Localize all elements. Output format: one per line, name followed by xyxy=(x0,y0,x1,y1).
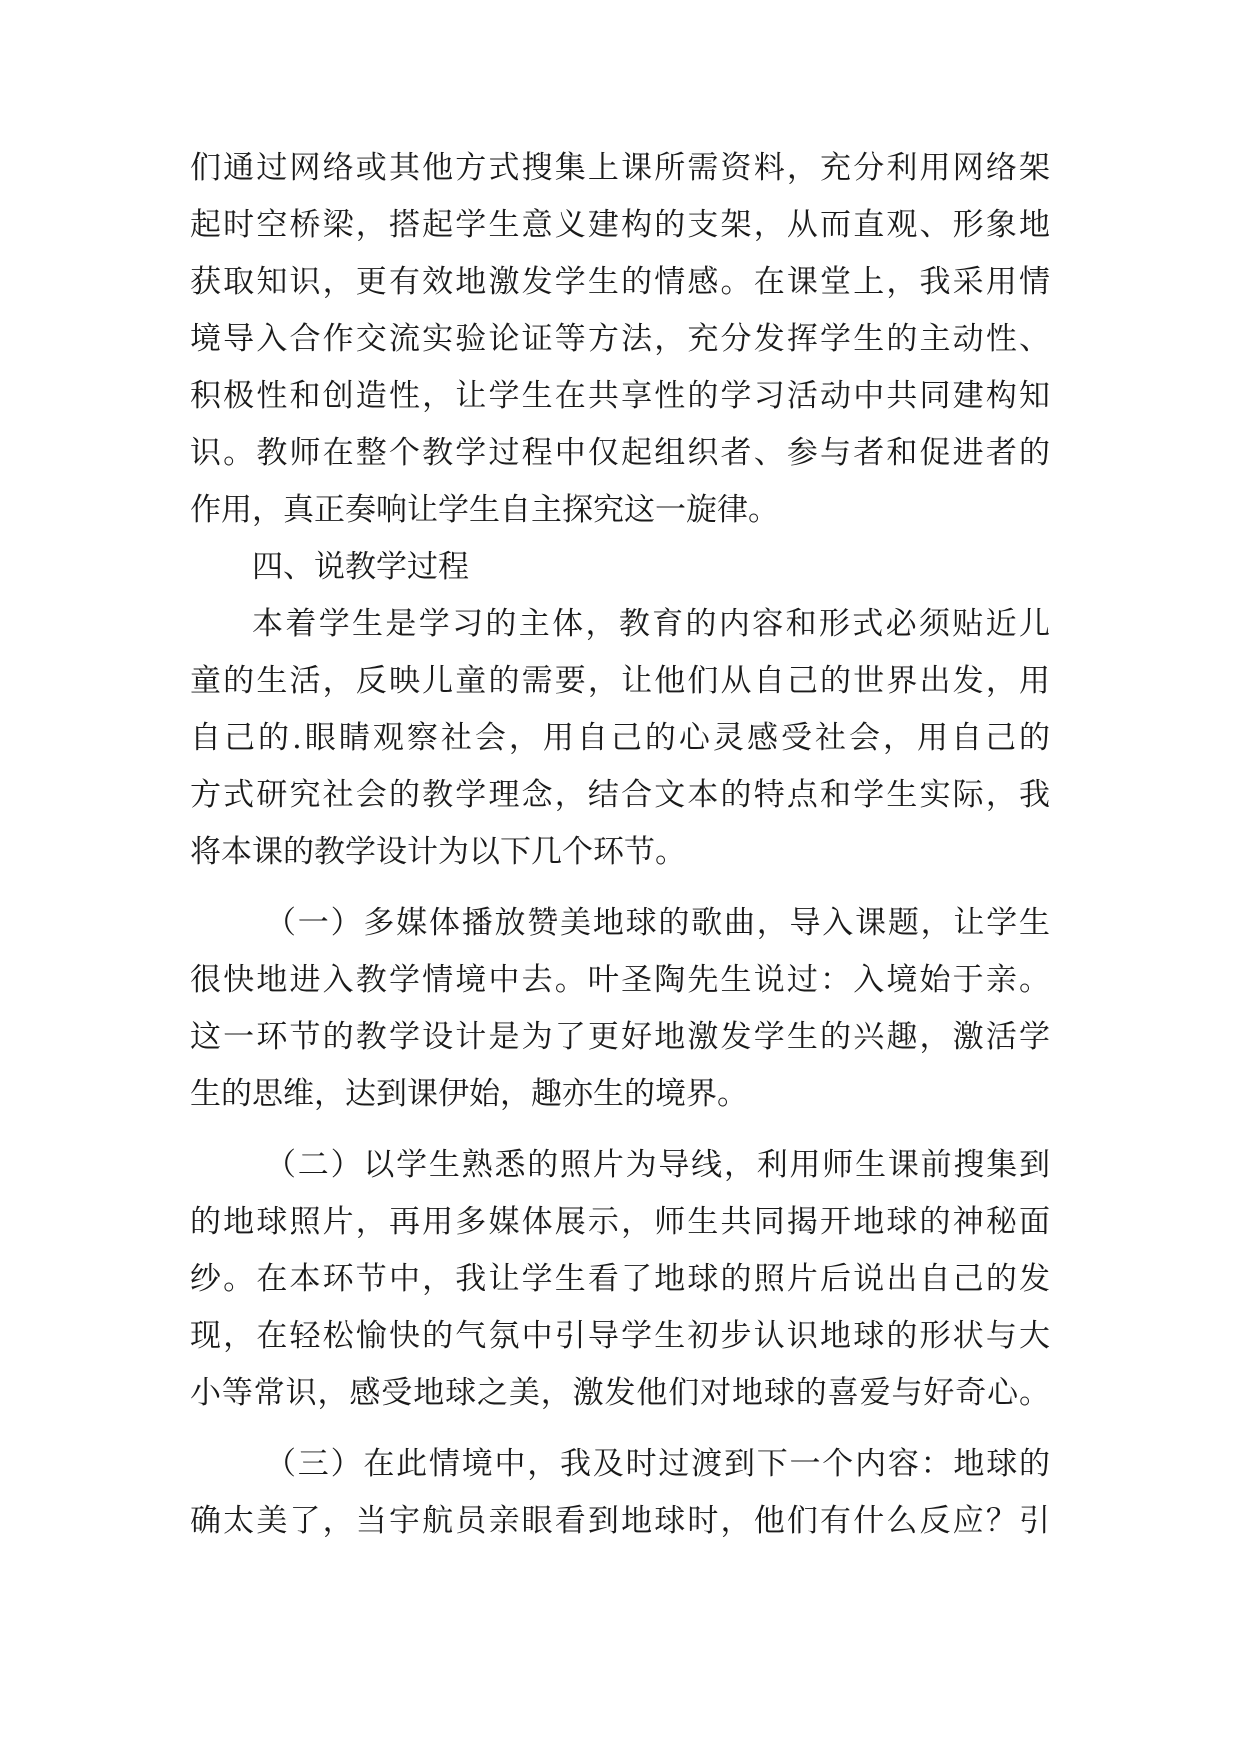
text-line: 小等常识，感受地球之美，激发他们对地球的喜爱与好奇心。 xyxy=(190,1375,1050,1411)
text-line: 生的思维，达到课伊始，趣亦生的境界。 xyxy=(190,1076,748,1112)
text-line: 本着学生是学习的主体，教育的内容和形式必须贴近儿 xyxy=(252,606,1050,642)
text-line: 方式研究社会的教学理念，结合文本的特点和学生实际，我 xyxy=(190,777,1050,813)
text-line: 纱。在本环节中，我让学生看了地球的照片后说出自己的发 xyxy=(190,1261,1050,1297)
text-line: 境导入合作交流实验论证等方法，充分发挥学生的主动性、 xyxy=(190,321,1050,357)
text-line: 这一环节的教学设计是为了更好地激发学生的兴趣，激活学 xyxy=(190,1019,1050,1055)
text-line: 起时空桥梁，搭起学生意义建构的支架，从而直观、形象地 xyxy=(190,207,1050,243)
text-line: 积极性和创造性，让学生在共享性的学习活动中共同建构知 xyxy=(190,378,1050,414)
text-line: 将本课的教学设计为以下几个环节。 xyxy=(190,834,686,870)
text-line: 童的生活，反映儿童的需要，让他们从自己的世界出发，用 xyxy=(190,663,1050,699)
text-line: 很快地进入教学情境中去。叶圣陶先生说过：入境始于亲。 xyxy=(190,962,1050,998)
text-line: 的地球照片，再用多媒体展示，师生共同揭开地球的神秘面 xyxy=(190,1204,1050,1240)
text-line: 现，在轻松愉快的气氛中引导学生初步认识地球的形状与大 xyxy=(190,1318,1050,1354)
text-line: 们通过网络或其他方式搜集上课所需资料，充分利用网络架 xyxy=(190,150,1050,186)
text-line: 确太美了，当宇航员亲眼看到地球时，他们有什么反应？引 xyxy=(190,1503,1050,1539)
text-line: 作用，真正奏响让学生自主探究这一旋律。 xyxy=(190,492,779,528)
section-heading: 四、说教学过程 xyxy=(252,549,469,585)
text-line: 获取知识，更有效地激发学生的情感。在课堂上，我采用情 xyxy=(190,264,1050,300)
text-line: （三）在此情境中，我及时过渡到下一个内容：地球的 xyxy=(265,1446,1050,1482)
text-line: 识。教师在整个教学过程中仅起组织者、参与者和促进者的 xyxy=(190,435,1050,471)
text-line: 自己的.眼睛观察社会，用自己的心灵感受社会，用自己的 xyxy=(190,720,1050,756)
text-line: （一）多媒体播放赞美地球的歌曲，导入课题，让学生 xyxy=(265,905,1050,941)
text-line: （二）以学生熟悉的照片为导线，利用师生课前搜集到 xyxy=(265,1147,1050,1183)
